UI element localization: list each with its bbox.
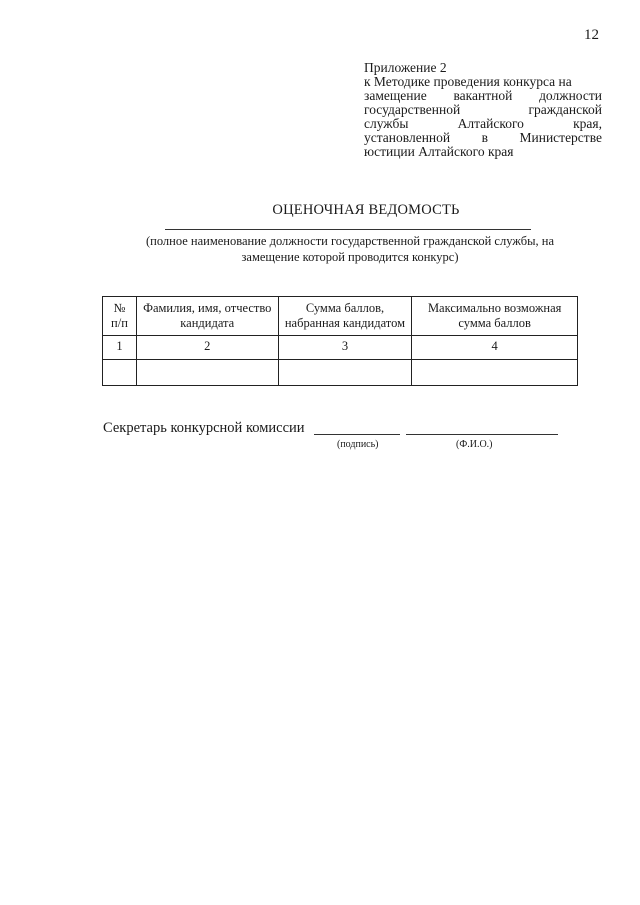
table-cell: 3 <box>278 336 412 360</box>
evaluation-table <box>102 296 578 386</box>
appendix-word: вакантной <box>453 88 513 103</box>
table-cell-empty <box>278 360 412 386</box>
appendix-word: гражданской <box>528 102 602 117</box>
appendix-word: замещение <box>364 88 427 103</box>
appendix-line <box>364 131 602 145</box>
table-header-row <box>103 297 578 336</box>
full-name-blank-line <box>406 434 558 435</box>
appendix-line <box>364 103 602 117</box>
appendix-line: Приложение 2 <box>364 60 447 75</box>
appendix-line <box>364 89 602 103</box>
page-number: 12 <box>584 27 599 43</box>
signature-blank-line <box>314 434 400 435</box>
header-cell-max-score: Максимально возможная сумма баллов <box>412 297 578 336</box>
appendix-word: Министерстве <box>519 130 602 145</box>
appendix-line <box>364 117 602 131</box>
header-cell-full-name: Фамилия, имя, отчество кандидата <box>136 297 278 336</box>
appendix-word: края, <box>573 116 602 131</box>
appendix-word: службы <box>364 116 409 131</box>
appendix-word: установленной <box>364 130 451 145</box>
table-row-empty <box>103 360 578 386</box>
document-title: ОЦЕНОЧНАЯ ВЕДОМОСТЬ <box>272 202 460 218</box>
table-cell: 2 <box>136 336 278 360</box>
subtitle-line: (полное наименование должности государственной гражданской службы, на <box>145 234 554 248</box>
table-cell: 1 <box>103 336 137 360</box>
appendix-note <box>364 61 602 159</box>
appendix-line: юстиции Алтайского края <box>364 144 514 159</box>
signature-caption: (подпись) <box>337 439 379 450</box>
full-name-caption: (Ф.И.О.) <box>456 439 493 450</box>
header-cell-number: № п/п <box>103 297 137 336</box>
table-cell-empty <box>136 360 278 386</box>
appendix-word: государственной <box>364 102 461 117</box>
table-row-column-numbers <box>103 336 578 360</box>
header-cell-score-sum: Сумма баллов, набранная кандидатом <box>278 297 412 336</box>
appendix-word: Алтайского <box>457 116 524 131</box>
appendix-word: в <box>481 130 488 145</box>
appendix-line: к Методике проведения конкурса на <box>364 74 572 89</box>
table-cell-empty <box>412 360 578 386</box>
table-cell-empty <box>103 360 137 386</box>
position-name-blank-line <box>165 229 531 230</box>
appendix-word: должности <box>539 88 602 103</box>
document-subtitle <box>140 233 560 265</box>
table-cell: 4 <box>412 336 578 360</box>
subtitle-line: замещение которой проводится конкурс) <box>241 250 459 264</box>
secretary-label: Секретарь конкурсной комиссии <box>103 420 305 436</box>
